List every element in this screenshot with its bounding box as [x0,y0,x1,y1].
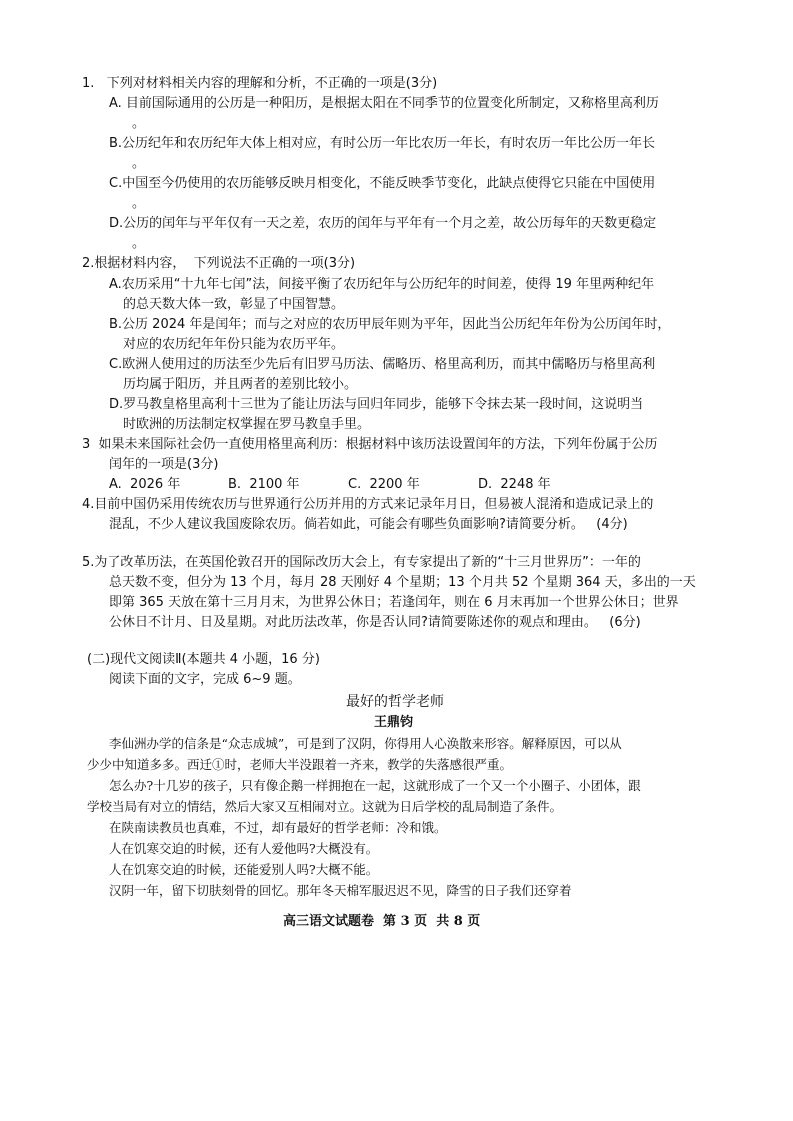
q2-option-a-cont: 的总天数大体一致，彰显了中国智慧。 [123,297,345,312]
section-heading: (二)现代文阅读Ⅱ(本题共 4 小题，16 分) [87,652,320,667]
q5-line-4: 公休日不计月、日及星期。对此历法改革，你是否认同?请简要陈述你的观点和理由。 (6分) [109,615,641,630]
q2-option-d-cont: 时欧洲的历法制定权掌握在罗马教皇手里。 [123,417,371,432]
q2-option-b: B.公历 2024 年是闰年；而与之对应的农历甲辰年则为平年，因此当公历纪年年份为公历闰年时， [109,317,671,332]
q1-option-a-cont: 。 [132,116,146,131]
q2-option-a: A.农历采用“十九年七闰”法，间接平衡了农历纪年与公历纪年的时间差，使得 19 年里两种纪年 [109,277,655,292]
q2-option-b-cont: 对应的农历纪年年份只能为农历平年。 [123,337,345,352]
q5-line-2: 总天数不变，但分为 13 个月，每月 28 天刚好 4 个星期；13 个月共 52 个星期 364 天，多出的一天 [109,575,696,590]
article-author: 王鼎钧 [374,715,414,730]
q1-option-b-cont: 。 [132,156,146,171]
q1-option-a: A. 目前国际通用的公历是一种阳历，是根据太阳在不同季节的位置变化所制定，又称格里高利历 [109,96,659,111]
article-para-3: 在陕南读教员也真难，不过，却有最好的哲学老师：冷和饿。 [109,820,447,835]
article-para-6: 汉阴一年，留下切肤刻骨的回忆。那年冬天棉军服迟迟不见，降雪的日子我们还穿着 [109,883,572,898]
q1-option-d-cont: 。 [132,236,146,251]
q4-line-1: 4.目前中国仍采用传统农历与世界通行公历并用的方式来记录年月日，但易被人混淆和造成记录上的 [82,497,654,512]
article-para-2: 怎么办?十几岁的孩子，只有像企鹅一样拥抱在一起，这就形成了一个又一个小圈子、小团体，跟 [109,778,641,793]
article-para-2-cont: 学校当局有对立的情结，然后大家又互相闹对立。这就为日后学校的乱局制造了条件。 [87,799,563,814]
q3-option-d: D. 2248 年 [478,477,551,492]
q3-option-c: C. 2200 年 [348,477,420,492]
article-para-5: 人在饥寒交迫的时候，还能爱别人吗?大概不能。 [109,862,379,877]
q1-option-b: B.公历纪年和农历纪年大体上相对应，有时公历一年比农历一年长，有时农历一年比公历一年长 [109,136,656,151]
q1-stem: 1. 下列对材料相关内容的理解和分析，不正确的一项是(3分) [82,76,438,91]
q3-option-b: B. 2100 年 [228,477,300,492]
q5-line-3: 即第 365 天放在第十三月月末，为世界公休日；若逢闰年，则在 6 月末再加一个世界公休日；世界 [109,595,679,610]
article-para-4: 人在饥寒交迫的时候，还有人爱他吗?大概没有。 [109,841,379,856]
q2-option-c-cont: 历均属于阳历，并且两者的差别比较小。 [123,377,358,392]
q2-stem: 2.根据材料内容， 下列说法不正确的一项(3分) [82,256,356,271]
q4-line-2: 混乱，不少人建议我国废除农历。倘若如此，可能会有哪些负面影响?请简要分析。 (4分) [109,517,628,532]
q1-option-c-cont: 。 [132,196,146,211]
article-para-1: 李仙洲办学的信条是“众志成城”，可是到了汉阴，你得用人心涣散来形容。解释原因，可以从 [109,736,622,751]
article-title: 最好的哲学老师 [346,694,444,710]
q1-option-c: C.中国至今仍使用的农历能够反映月相变化，不能反映季节变化，此缺点使得它只能在中国使用 [109,176,656,191]
q3-option-a: A. 2026 年 [109,477,181,492]
article-para-1-cont: 少少中知道多多。西迁①时，老师大半没跟着一齐来，教学的失落感很严重。 [87,757,513,772]
q2-option-d: D.罗马教皇格里高利十三世为了能让历法与回归年同步，能够下令抹去某一段时间，这说明当 [109,397,644,412]
q3-stem-cont: 闰年的一项是(3分) [109,457,219,472]
q1-option-d: D.公历的闰年与平年仅有一天之差，农历的闰年与平年有一个月之差，故公历每年的天数更稳定 [109,216,657,231]
q3-stem: 3 如果未来国际社会仍一直使用格里高利历：根据材料中该历法设置闰年的方法，下列年份属于公历 [82,437,658,452]
page-footer: 高三语文试题卷 第 3 页 共 8 页 [283,914,481,929]
section-instruction: 阅读下面的文字，完成 6~9 题。 [109,672,301,687]
q5-line-1: 5.为了改革历法，在英国伦敦召开的国际改历大会上，有专家提出了新的“十三月世界历”：一年的 [82,555,641,570]
q2-option-c: C.欧洲人使用过的历法至少先后有旧罗马历法、儒略历、格里高利历，而其中儒略历与格里高利 [109,357,656,372]
